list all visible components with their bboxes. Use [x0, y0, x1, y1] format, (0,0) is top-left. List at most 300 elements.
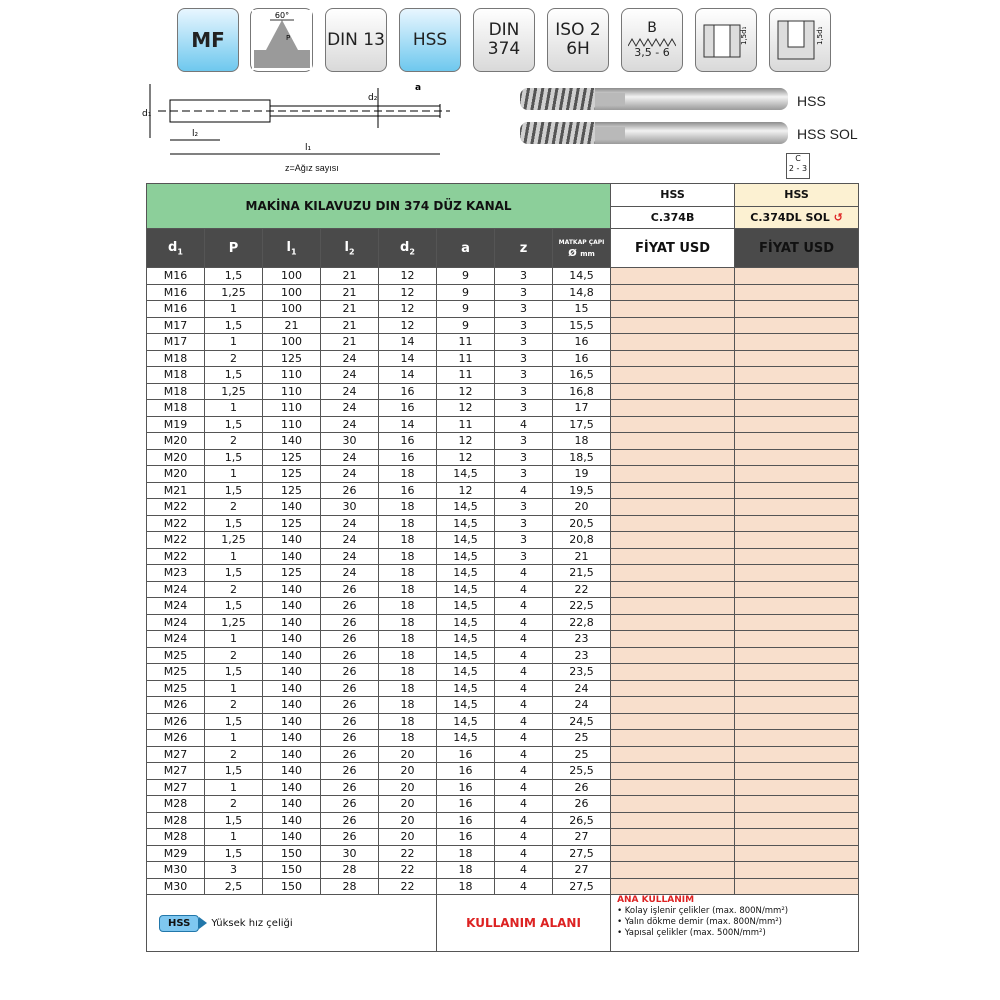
- table-cell: 4: [495, 598, 553, 615]
- table-cell: 9: [437, 301, 495, 318]
- table-cell: 22: [379, 845, 437, 862]
- table-row: [147, 301, 859, 318]
- price-cell-hss-sol[interactable]: [735, 680, 859, 697]
- table-cell: 4: [495, 746, 553, 763]
- price-cell-hss[interactable]: [611, 614, 735, 631]
- table-cell: 16: [437, 796, 495, 813]
- price-cell-hss[interactable]: [611, 878, 735, 895]
- hss-pill: HSS: [159, 915, 199, 932]
- table-cell: 24: [321, 515, 379, 532]
- table-cell: 4: [495, 796, 553, 813]
- table-cell: 140: [263, 532, 321, 549]
- table-cell: M22: [147, 499, 205, 516]
- table-cell: M22: [147, 532, 205, 549]
- table-cell: M23: [147, 565, 205, 582]
- table-cell: M20: [147, 466, 205, 483]
- table-cell: 140: [263, 796, 321, 813]
- table-cell: 3: [495, 268, 553, 285]
- table-cell: 26: [321, 680, 379, 697]
- table-cell: 18: [379, 515, 437, 532]
- price-cell-hss-sol[interactable]: [735, 350, 859, 367]
- svg-text:1,5d₁: 1,5d₁: [816, 26, 824, 45]
- table-cell: 17: [553, 400, 611, 417]
- table-cell: 2: [205, 647, 263, 664]
- table-cell: 26: [321, 581, 379, 598]
- through-hole-icon: [698, 15, 754, 65]
- price-cell-hss[interactable]: [611, 680, 735, 697]
- price-cell-hss[interactable]: [611, 598, 735, 615]
- table-cell: 23: [553, 631, 611, 648]
- table-cell: 19: [553, 466, 611, 483]
- table-cell: 125: [263, 565, 321, 582]
- price-cell-hss[interactable]: [611, 449, 735, 466]
- svg-text:d₁: d₁: [142, 109, 152, 119]
- table-row: [147, 598, 859, 615]
- price-cell-hss[interactable]: [611, 697, 735, 714]
- table-cell: 12: [379, 268, 437, 285]
- price-cell-hss[interactable]: [611, 565, 735, 582]
- price-cell-hss[interactable]: [611, 829, 735, 846]
- price-cell-hss-sol[interactable]: [735, 829, 859, 846]
- price-cell-hss-sol[interactable]: [735, 878, 859, 895]
- table-cell: 1: [205, 548, 263, 565]
- price-cell-hss-sol[interactable]: [735, 713, 859, 730]
- price-cell-hss[interactable]: [611, 466, 735, 483]
- table-cell: 26: [321, 746, 379, 763]
- price-cell-hss[interactable]: [611, 845, 735, 862]
- table-cell: 16: [437, 763, 495, 780]
- table-cell: 4: [495, 680, 553, 697]
- table-cell: 1,5: [205, 268, 263, 285]
- table-cell: 24: [553, 697, 611, 714]
- table-cell: 3: [495, 334, 553, 351]
- table-cell: 18: [379, 598, 437, 615]
- table-cell: 140: [263, 829, 321, 846]
- price-cell-hss-sol[interactable]: [735, 779, 859, 796]
- table-cell: 150: [263, 845, 321, 862]
- table-cell: 18: [379, 730, 437, 747]
- table-row: [147, 317, 859, 334]
- price-cell-hss-sol[interactable]: [735, 581, 859, 598]
- table-cell: 18: [379, 499, 437, 516]
- table-cell: 19,5: [553, 482, 611, 499]
- table-cell: 1: [205, 466, 263, 483]
- price-cell-hss[interactable]: [611, 367, 735, 384]
- price-cell-hss-sol[interactable]: [735, 532, 859, 549]
- svg-text:l₁: l₁: [305, 143, 312, 153]
- table-cell: 24: [321, 532, 379, 549]
- table-cell: 1: [205, 680, 263, 697]
- table-cell: 1: [205, 301, 263, 318]
- table-cell: 3: [495, 433, 553, 450]
- table-cell: M19: [147, 416, 205, 433]
- table-cell: 140: [263, 581, 321, 598]
- table-cell: 18: [379, 466, 437, 483]
- price-cell-hss[interactable]: [611, 532, 735, 549]
- table-cell: 140: [263, 499, 321, 516]
- price-cell-hss-sol[interactable]: [735, 862, 859, 879]
- table-cell: 140: [263, 647, 321, 664]
- price-cell-hss[interactable]: [611, 350, 735, 367]
- table-cell: M22: [147, 548, 205, 565]
- table-cell: M26: [147, 697, 205, 714]
- table-row: [147, 532, 859, 549]
- table-cell: 140: [263, 713, 321, 730]
- price-cell-hss[interactable]: [611, 268, 735, 285]
- table-cell: 14,5: [437, 532, 495, 549]
- table-cell: 24: [321, 565, 379, 582]
- price-cell-hss[interactable]: [611, 433, 735, 450]
- table-cell: 22: [379, 878, 437, 895]
- price-cell-hss[interactable]: [611, 796, 735, 813]
- table-cell: 16: [553, 334, 611, 351]
- table-cell: 20: [379, 779, 437, 796]
- table-cell: M16: [147, 284, 205, 301]
- table-cell: 125: [263, 350, 321, 367]
- table-cell: 1,25: [205, 532, 263, 549]
- table-cell: 1: [205, 779, 263, 796]
- table-row: [147, 779, 859, 796]
- table-cell: 11: [437, 367, 495, 384]
- table-cell: 150: [263, 878, 321, 895]
- price-cell-hss-sol[interactable]: [735, 565, 859, 582]
- table-cell: 12: [379, 317, 437, 334]
- price-cell-hss-sol[interactable]: [735, 845, 859, 862]
- table-cell: 125: [263, 482, 321, 499]
- table-row: [147, 664, 859, 681]
- table-cell: 18: [379, 713, 437, 730]
- table-cell: 20: [379, 746, 437, 763]
- table-cell: 4: [495, 416, 553, 433]
- table-cell: 4: [495, 730, 553, 747]
- price-cell-hss-sol[interactable]: [735, 598, 859, 615]
- table-cell: 140: [263, 548, 321, 565]
- price-cell-hss-sol[interactable]: [735, 631, 859, 648]
- price-cell-hss-sol[interactable]: [735, 697, 859, 714]
- table-cell: 14,5: [437, 565, 495, 582]
- table-cell: 18: [379, 647, 437, 664]
- table-cell: 140: [263, 433, 321, 450]
- hss-legend: [147, 895, 437, 952]
- price-cell-hss[interactable]: [611, 383, 735, 400]
- hss-description: Yüksek hız çeliği: [211, 917, 293, 929]
- table-cell: 9: [437, 317, 495, 334]
- table-cell: 3: [495, 532, 553, 549]
- hss-sol-tap-image: [520, 122, 788, 144]
- table-cell: 26: [321, 664, 379, 681]
- table-cell: 125: [263, 449, 321, 466]
- price-cell-hss[interactable]: [611, 317, 735, 334]
- table-cell: 18: [553, 433, 611, 450]
- pitch-label: P: [285, 34, 290, 42]
- header-l1: $l_1$: [263, 229, 321, 268]
- header-drill-diameter: MATKAP ÇAPI Ø mm: [553, 229, 611, 268]
- table-cell: 16: [437, 829, 495, 846]
- usage-item: • Yalın dökme demir (max. 800N/mm²): [617, 917, 782, 927]
- price-cell-hss-sol[interactable]: [735, 812, 859, 829]
- price-cell-hss[interactable]: [611, 647, 735, 664]
- table-cell: 2: [205, 350, 263, 367]
- price-cell-hss-sol[interactable]: [735, 499, 859, 516]
- table-row: [147, 449, 859, 466]
- price-cell-hss[interactable]: [611, 334, 735, 351]
- table-cell: 100: [263, 334, 321, 351]
- table-cell: 21: [321, 301, 379, 318]
- table-cell: 3: [495, 466, 553, 483]
- table-cell: 21: [321, 334, 379, 351]
- table-row: [147, 433, 859, 450]
- table-cell: 24: [321, 466, 379, 483]
- table-cell: 1,5: [205, 317, 263, 334]
- chamfer-c-icon: C 2 - 3: [786, 153, 810, 179]
- usage-item: • Yapısal çelikler (max. 500N/mm²): [617, 928, 766, 938]
- table-cell: M20: [147, 433, 205, 450]
- table-cell: 20,8: [553, 532, 611, 549]
- table-row: [147, 466, 859, 483]
- table-cell: 1,5: [205, 763, 263, 780]
- price-cell-hss-sol[interactable]: [735, 449, 859, 466]
- table-cell: 24: [321, 367, 379, 384]
- table-cell: 9: [437, 284, 495, 301]
- table-cell: 21: [321, 284, 379, 301]
- price-cell-hss[interactable]: [611, 779, 735, 796]
- table-cell: M16: [147, 268, 205, 285]
- table-cell: 150: [263, 862, 321, 879]
- blind-hole-icon: [772, 15, 828, 65]
- hss-tap-image: [520, 88, 788, 110]
- table-cell: 4: [495, 482, 553, 499]
- table-cell: 14,5: [437, 680, 495, 697]
- table-cell: 12: [379, 284, 437, 301]
- price-cell-hss-sol[interactable]: [735, 383, 859, 400]
- table-cell: 1,5: [205, 416, 263, 433]
- table-cell: M27: [147, 779, 205, 796]
- thread-profile-badge: [250, 8, 313, 72]
- table-cell: 24,5: [553, 713, 611, 730]
- table-cell: 12: [379, 301, 437, 318]
- table-cell: 26: [321, 647, 379, 664]
- table-cell: M26: [147, 713, 205, 730]
- table-cell: M18: [147, 400, 205, 417]
- table-cell: 140: [263, 697, 321, 714]
- table-row: [147, 581, 859, 598]
- table-cell: M25: [147, 680, 205, 697]
- price-cell-hss[interactable]: [611, 631, 735, 648]
- table-cell: 1,25: [205, 383, 263, 400]
- price-cell-hss[interactable]: [611, 664, 735, 681]
- price-cell-hss-sol[interactable]: [735, 763, 859, 780]
- price-cell-hss-sol[interactable]: [735, 284, 859, 301]
- table-cell: 16: [553, 350, 611, 367]
- code-374dl-sol: C.374DL SOL ↺: [735, 206, 859, 229]
- table-cell: 1,5: [205, 713, 263, 730]
- table-cell: 26: [321, 829, 379, 846]
- table-cell: 12: [437, 482, 495, 499]
- price-cell-hss-sol[interactable]: [735, 614, 859, 631]
- table-cell: 12: [437, 433, 495, 450]
- table-cell: 15: [553, 301, 611, 318]
- table-cell: 18: [437, 862, 495, 879]
- table-cell: 30: [321, 845, 379, 862]
- price-cell-hss[interactable]: [611, 416, 735, 433]
- table-cell: 18: [379, 565, 437, 582]
- table-cell: 1: [205, 730, 263, 747]
- table-cell: 12: [437, 400, 495, 417]
- table-row: [147, 499, 859, 516]
- table-cell: 11: [437, 350, 495, 367]
- price-cell-hss-sol[interactable]: [735, 515, 859, 532]
- price-cell-hss[interactable]: [611, 400, 735, 417]
- table-cell: M24: [147, 614, 205, 631]
- table-cell: 1: [205, 829, 263, 846]
- price-cell-hss[interactable]: [611, 284, 735, 301]
- price-cell-hss-sol[interactable]: [735, 730, 859, 747]
- table-cell: 3: [495, 515, 553, 532]
- table-cell: 21: [553, 548, 611, 565]
- table-cell: M24: [147, 631, 205, 648]
- table-cell: 18: [379, 581, 437, 598]
- price-cell-hss[interactable]: [611, 499, 735, 516]
- table-cell: 100: [263, 284, 321, 301]
- price-cell-hss[interactable]: [611, 862, 735, 879]
- table-cell: 27: [553, 862, 611, 879]
- table-cell: 4: [495, 697, 553, 714]
- table-cell: 17,5: [553, 416, 611, 433]
- table-cell: 26: [321, 796, 379, 813]
- price-cell-hss-sol[interactable]: [735, 647, 859, 664]
- price-cell-hss[interactable]: [611, 301, 735, 318]
- svg-text:d₂: d₂: [368, 93, 378, 103]
- table-cell: 16,8: [553, 383, 611, 400]
- price-cell-hss-sol[interactable]: [735, 796, 859, 813]
- table-cell: 110: [263, 367, 321, 384]
- table-cell: 26: [321, 482, 379, 499]
- mf-badge: MF: [177, 8, 239, 72]
- table-cell: 14,5: [437, 499, 495, 516]
- table-cell: 21,5: [553, 565, 611, 582]
- price-cell-hss-sol[interactable]: [735, 268, 859, 285]
- table-cell: M27: [147, 746, 205, 763]
- price-cell-hss-sol[interactable]: [735, 746, 859, 763]
- table-cell: 3: [495, 367, 553, 384]
- table-cell: 14,5: [437, 647, 495, 664]
- price-cell-hss-sol[interactable]: [735, 416, 859, 433]
- header-d1: $d_1$: [147, 229, 205, 268]
- price-cell-hss-sol[interactable]: [735, 548, 859, 565]
- arrow-icon: [199, 917, 207, 929]
- hss-sol-tap-label: HSS SOL: [797, 126, 858, 142]
- table-cell: 1,5: [205, 515, 263, 532]
- price-cell-hss[interactable]: [611, 763, 735, 780]
- price-cell-hss-sol[interactable]: [735, 317, 859, 334]
- table-cell: 1: [205, 400, 263, 417]
- table-cell: 2: [205, 697, 263, 714]
- table-cell: 2: [205, 581, 263, 598]
- table-cell: 140: [263, 730, 321, 747]
- table-cell: 18: [379, 697, 437, 714]
- table-cell: 14,5: [437, 730, 495, 747]
- table-cell: 3: [495, 350, 553, 367]
- table-cell: M25: [147, 664, 205, 681]
- table-cell: 14,5: [437, 598, 495, 615]
- table-cell: 16,5: [553, 367, 611, 384]
- tap-spec-table: [146, 183, 859, 952]
- table-cell: 16: [437, 812, 495, 829]
- table-cell: 2: [205, 433, 263, 450]
- price-cell-hss[interactable]: [611, 581, 735, 598]
- table-cell: 1,5: [205, 664, 263, 681]
- table-row: [147, 565, 859, 582]
- table-cell: 3: [495, 317, 553, 334]
- din374-badge: DIN 374: [473, 8, 535, 72]
- price-cell-hss-sol[interactable]: [735, 301, 859, 318]
- price-cell-hss-sol[interactable]: [735, 664, 859, 681]
- main-usage-title: ANA KULLANIM: [617, 895, 695, 905]
- price-cell-hss-sol[interactable]: [735, 334, 859, 351]
- table-cell: 12: [437, 449, 495, 466]
- price-cell-hss[interactable]: [611, 482, 735, 499]
- table-cell: 16: [379, 449, 437, 466]
- table-cell: 100: [263, 268, 321, 285]
- table-cell: M17: [147, 317, 205, 334]
- table-cell: 26: [321, 631, 379, 648]
- thread-profile-icon: [252, 10, 312, 70]
- usage-area-label: KULLANIM ALANI: [437, 895, 611, 952]
- table-cell: 24: [321, 400, 379, 417]
- table-row: [147, 515, 859, 532]
- table-cell: 18: [379, 664, 437, 681]
- table-cell: 14,5: [437, 548, 495, 565]
- price-cell-hss-sol[interactable]: [735, 482, 859, 499]
- table-cell: 18: [379, 631, 437, 648]
- price-cell-hss[interactable]: [611, 713, 735, 730]
- table-cell: 26: [321, 614, 379, 631]
- price-cell-hss[interactable]: [611, 515, 735, 532]
- table-cell: M21: [147, 482, 205, 499]
- table-cell: 4: [495, 763, 553, 780]
- table-cell: 140: [263, 812, 321, 829]
- chamfer-range: 3,5 - 6: [634, 45, 670, 59]
- table-cell: 18: [437, 878, 495, 895]
- price-cell-hss[interactable]: [611, 812, 735, 829]
- price-cell-hss[interactable]: [611, 548, 735, 565]
- table-cell: 27: [553, 829, 611, 846]
- table-cell: 140: [263, 763, 321, 780]
- table-cell: 125: [263, 466, 321, 483]
- table-cell: 20: [553, 499, 611, 516]
- table-row: [147, 400, 859, 417]
- table-cell: 1,5: [205, 565, 263, 582]
- table-cell: 14: [379, 416, 437, 433]
- table-cell: M18: [147, 350, 205, 367]
- price-cell-hss[interactable]: [611, 730, 735, 747]
- table-row: [147, 548, 859, 565]
- table-cell: M24: [147, 581, 205, 598]
- table-cell: 26: [321, 779, 379, 796]
- table-cell: M27: [147, 763, 205, 780]
- table-cell: 25: [553, 730, 611, 747]
- table-cell: 3: [495, 499, 553, 516]
- price-cell-hss[interactable]: [611, 746, 735, 763]
- svg-text:1,5d₁: 1,5d₁: [740, 26, 748, 45]
- price-cell-hss-sol[interactable]: [735, 466, 859, 483]
- price-cell-hss-sol[interactable]: [735, 400, 859, 417]
- table-cell: 2: [205, 796, 263, 813]
- price-cell-hss-sol[interactable]: [735, 433, 859, 450]
- table-cell: 24: [553, 680, 611, 697]
- table-cell: 14,5: [553, 268, 611, 285]
- price-cell-hss-sol[interactable]: [735, 367, 859, 384]
